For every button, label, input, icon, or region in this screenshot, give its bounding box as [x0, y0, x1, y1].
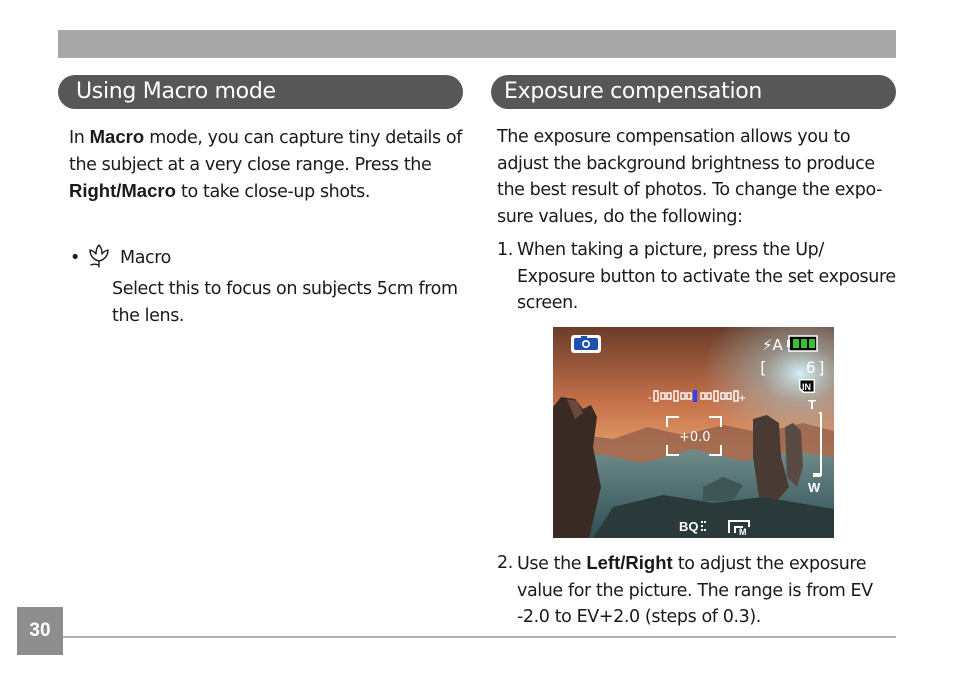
ev-value-readout: +0.0: [679, 430, 711, 445]
top-header-bar: [58, 30, 896, 58]
flash-auto-indicator: [762, 336, 784, 354]
internal-memory-icon: [799, 379, 815, 393]
svg-text:IN: IN: [802, 382, 811, 392]
step-text: Use the Left/Right to adjust the exposure value for the picture. The range is from EV -2.0 to EV+2.0 (steps of 0.3).: [517, 552, 873, 627]
macro-section-title: Using Macro mode: [58, 75, 463, 109]
exposure-step-2: [497, 550, 897, 631]
macro-intro-paragraph: In Macro mode, you can capture tiny details of the subject at a very close range. Press the Right/Macro to take close-up shots.: [69, 126, 462, 202]
page-number: 30: [17, 607, 63, 655]
battery-full-icon: [787, 336, 817, 351]
svg-text:BQ: BQ: [679, 519, 699, 534]
camera-lcd-screenshot: [553, 327, 834, 538]
step-number: 2.: [497, 553, 513, 573]
step-number: 1.: [497, 240, 513, 260]
macro-flower-icon: [86, 243, 112, 269]
exposure-step-1: [497, 237, 897, 317]
shots-bracket-left: [: [758, 358, 768, 377]
image-size-label: M: [739, 527, 747, 537]
macro-bullet: [70, 243, 171, 272]
exposure-intro-paragraph: The exposure compensation allows you to adjust the background brightness to produce the best result of photos. To change the expo-sure values, do the following:: [497, 127, 883, 227]
svg-text:⚡A: ⚡A: [762, 336, 783, 354]
shots-remaining: 6: [806, 358, 816, 377]
scale-plus-label: +: [738, 393, 747, 404]
zoom-wide-label: W: [808, 480, 821, 495]
exposure-section-title: Exposure compensation: [491, 75, 896, 109]
macro-bullet-label: Macro: [120, 248, 171, 268]
zoom-tele-label: T: [808, 397, 816, 412]
scale-minus-label: -: [648, 393, 652, 404]
step-text: When taking a picture, press the Up/ Exposure button to activate the set exposure screen.: [517, 240, 896, 313]
macro-bullet-description: Select this to focus on subjects 5cm from the lens.: [112, 279, 458, 326]
footer-rule: [63, 636, 896, 638]
bullet-dot: •: [70, 248, 80, 268]
shots-bracket-right: ]: [817, 358, 827, 377]
